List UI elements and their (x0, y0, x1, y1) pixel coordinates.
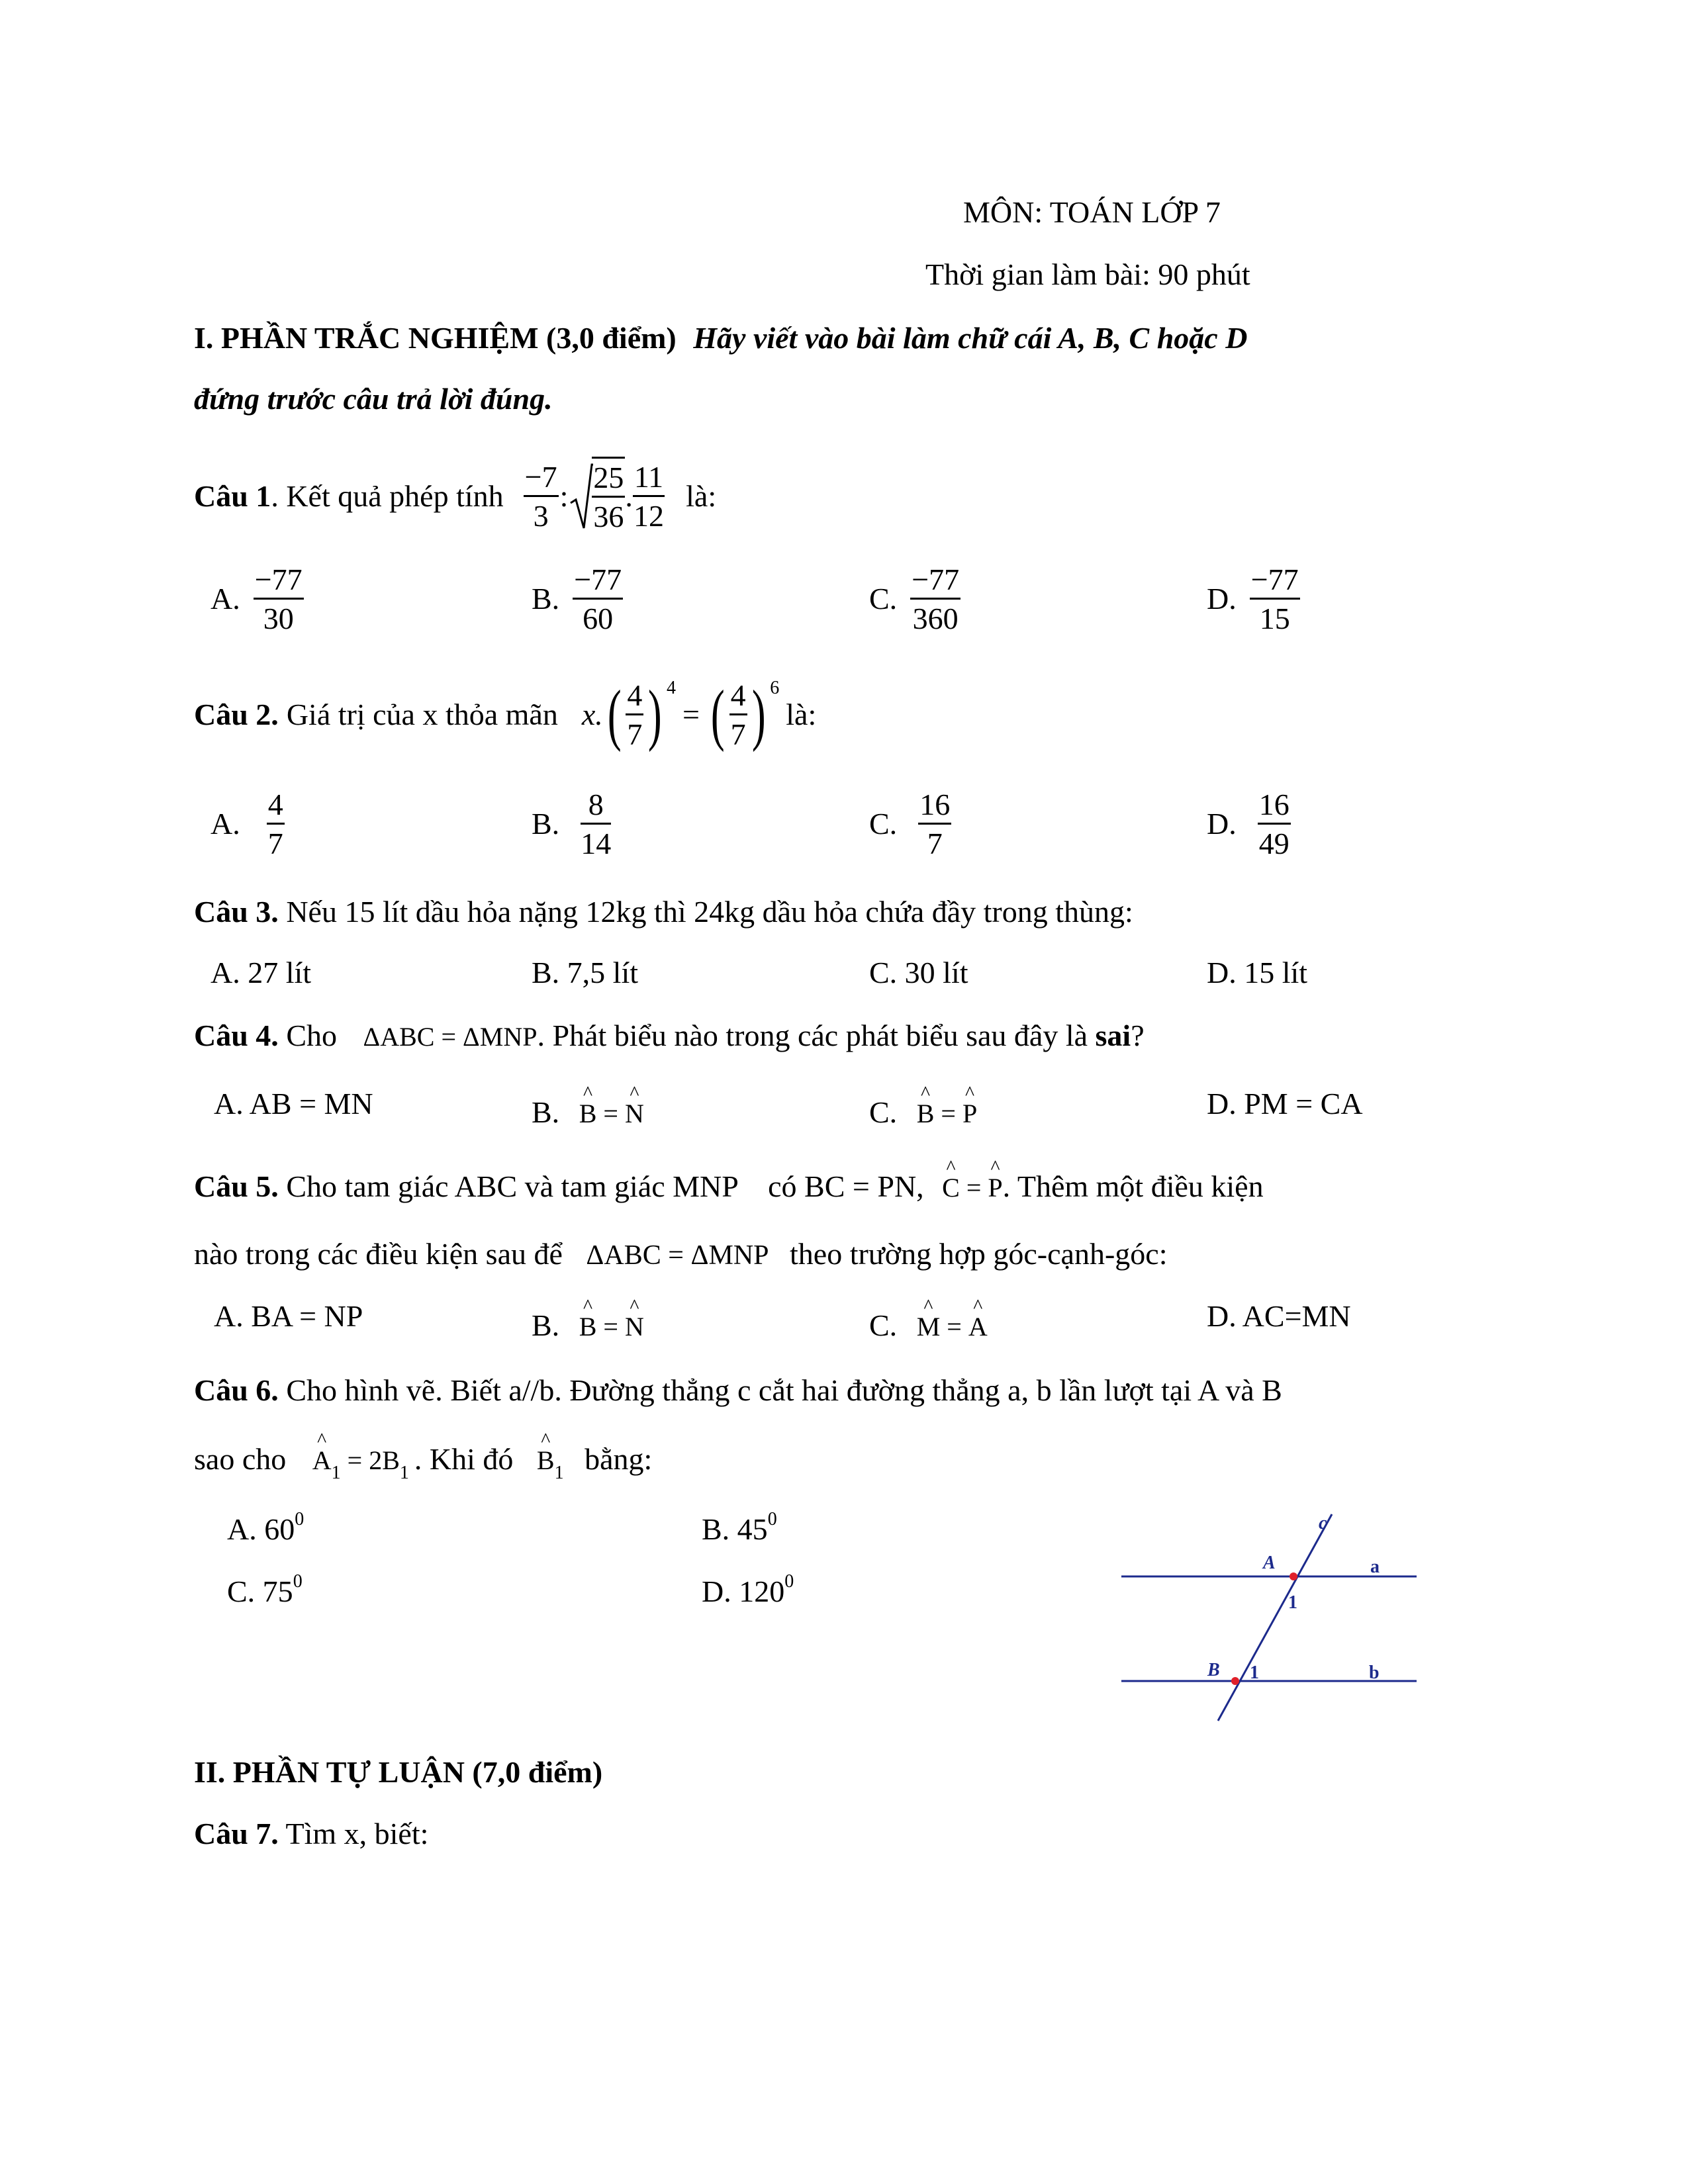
label-1-bottom: 1 (1250, 1662, 1259, 1683)
part1-instruction: Hãy viết vào bài làm chữ cái A, B, C hoặc D (693, 321, 1248, 355)
option-num: −77 (1250, 565, 1300, 600)
q6-label: Câu 6. (194, 1373, 279, 1407)
q4-expr: ΔABC = ΔMNP (363, 1022, 538, 1052)
label-c: c (1319, 1513, 1327, 1533)
q6-option-c[interactable] (227, 1571, 303, 1608)
q1-f1-den: 3 (533, 498, 549, 533)
degree: 0 (293, 1571, 303, 1592)
question-1 (194, 457, 716, 536)
q4-label: Câu 4. (194, 1019, 279, 1052)
part1-instruction-2: đứng trước câu trả lời đúng. (194, 382, 553, 416)
angle-right: ^ P (962, 1101, 977, 1127)
angle-left: ^ B (917, 1101, 935, 1127)
option-den: 49 (1258, 826, 1289, 860)
q5-option-a[interactable]: A. BA = NP (214, 1299, 363, 1333)
q6-line2-before: sao cho (194, 1442, 287, 1476)
q2-option-c[interactable] (869, 781, 951, 867)
q4-text-after: . Phát biểu nào trong các phát biểu sau đây là (537, 1019, 1088, 1052)
sqrt-icon (569, 463, 593, 529)
option-den: 14 (581, 826, 612, 860)
q4-emph: sai (1095, 1019, 1131, 1052)
q3-option-b[interactable]: B. 7,5 lít (532, 956, 639, 989)
option-text: C. 75 (227, 1574, 293, 1608)
q5-text1: Cho tam giác ABC và tam giác MNP có BC = PN, (286, 1169, 924, 1203)
q5-option-d[interactable]: D. AC=MN (1207, 1299, 1351, 1333)
part1-heading: I. PHẦN TRẮC NGHIỆM (3,0 điểm) (194, 321, 677, 355)
label-1-top: 1 (1288, 1592, 1297, 1613)
q1-f2-den: 12 (633, 498, 664, 533)
option-letter: C. (869, 582, 898, 615)
option-den: 7 (267, 826, 283, 860)
sub: 1 (399, 1463, 409, 1483)
q1-root-den: 36 (593, 500, 624, 533)
q1-dot: . (625, 479, 633, 513)
part1-heading-line (194, 323, 1247, 353)
label-A: A (1263, 1553, 1276, 1573)
exam-duration: Thời gian làm bài: 90 phút (925, 257, 1250, 291)
option-letter: C. (869, 1095, 898, 1129)
q6-condition (312, 1445, 409, 1483)
sub: 1 (331, 1463, 341, 1483)
question-3 (194, 897, 1133, 927)
q4-end: ? (1131, 1019, 1145, 1052)
q1-suffix: là: (686, 479, 717, 513)
q1-option-c[interactable] (869, 556, 961, 642)
angle-b: ^ B (537, 1447, 555, 1474)
q6-option-b[interactable] (702, 1509, 777, 1546)
q7-label: Câu 7. (194, 1817, 279, 1850)
option-den: 60 (583, 601, 614, 635)
angle-left: ^ B (579, 1314, 597, 1340)
q2-text: Giá trị của x thỏa mãn (286, 698, 558, 731)
point-b (1231, 1677, 1239, 1685)
q1-text: . Kết quả phép tính (271, 479, 504, 513)
q1-option-d[interactable] (1207, 556, 1300, 642)
option-letter: C. (869, 1308, 898, 1342)
option-letter: A. (211, 582, 240, 615)
option-num: −77 (573, 565, 623, 600)
q7-text: Tìm x, biết: (285, 1817, 429, 1850)
q4-text-before: Cho (286, 1019, 337, 1052)
parallel-lines-figure (1112, 1496, 1443, 1727)
label-a: a (1370, 1557, 1380, 1577)
label-b: b (1369, 1662, 1380, 1683)
question-2 (194, 668, 816, 761)
q4-option-b[interactable]: B. ^ B = ^ N (532, 1097, 644, 1128)
paren-right: ) (751, 676, 766, 752)
q2-option-a[interactable] (211, 781, 285, 867)
q3-label: Câu 3. (194, 895, 279, 929)
point-a (1289, 1572, 1297, 1580)
option-text: D. 120 (702, 1574, 785, 1608)
part2-heading (194, 1757, 602, 1788)
option-text: B. 45 (702, 1512, 768, 1546)
q5-option-c[interactable]: C. ^ M = ^ A (869, 1310, 988, 1341)
option-letter: B. (532, 582, 560, 615)
q1-f1-num: −7 (524, 462, 559, 497)
q2-den-2: 7 (730, 717, 746, 751)
q2-exp-left: 4 (667, 678, 677, 698)
q2-exp-right: 6 (770, 678, 780, 698)
question-5-line2 (194, 1239, 1167, 1269)
option-letter: D. (1207, 807, 1237, 841)
option-den: 360 (912, 601, 959, 635)
paren-left: ( (710, 676, 725, 752)
q2-option-d[interactable] (1207, 781, 1291, 867)
option-num: −77 (910, 565, 961, 600)
q5-text2: . Thêm một điều kiện (1002, 1169, 1264, 1203)
option-letter: C. (869, 807, 898, 841)
degree: 0 (784, 1571, 794, 1592)
q2-option-b[interactable] (532, 781, 611, 867)
q1-op: : (559, 479, 569, 513)
option-letter: D. (1207, 582, 1237, 615)
q5-label: Câu 5. (194, 1169, 279, 1203)
paren-left: ( (607, 676, 622, 752)
q5-option-b[interactable]: B. ^ B = ^ N (532, 1310, 644, 1341)
q6-option-d[interactable] (702, 1571, 794, 1608)
angle-a: ^ A (312, 1447, 332, 1474)
q4-option-d[interactable]: D. PM = CA (1207, 1087, 1363, 1120)
q3-option-c[interactable]: C. 30 lít (869, 956, 968, 989)
q1-option-a[interactable] (211, 556, 304, 642)
q3-text: Nếu 15 lít dầu hỏa nặng 12kg thì 24kg dầu hỏa chứa đầy trong thùng: (286, 895, 1133, 929)
option-letter: B. (532, 1308, 560, 1342)
cond-eq: = 2B (347, 1445, 400, 1475)
q1-expression (524, 461, 665, 532)
q3-option-a[interactable]: A. 27 lít (211, 956, 312, 989)
question-4 (194, 1021, 1145, 1051)
angle-left: ^ B (579, 1101, 597, 1127)
q2-label: Câu 2. (194, 698, 279, 731)
angle-right: ^ N (625, 1314, 644, 1340)
q4-option-c[interactable]: C. ^ B = ^ P (869, 1097, 977, 1128)
option-den: 30 (263, 601, 294, 635)
option-num: 16 (1258, 790, 1291, 825)
q2-den: 7 (627, 717, 643, 751)
question-6-line2 (194, 1442, 653, 1483)
subject-title: MÔN: TOÁN LỚP 7 (963, 195, 1221, 229)
angle-right: ^ N (625, 1101, 644, 1127)
q2-num-2: 4 (729, 680, 747, 715)
angle-right: ^ P (988, 1175, 1002, 1201)
angle-left: ^ C (942, 1175, 960, 1201)
option-letter: B. (532, 807, 560, 841)
question-6 (194, 1375, 1282, 1406)
angle-left: ^ M (917, 1314, 941, 1340)
q1-option-b[interactable] (532, 556, 623, 642)
q4-option-a[interactable]: A. AB = MN (214, 1087, 373, 1120)
q1-f2-num: 11 (633, 462, 665, 497)
degree: 0 (295, 1509, 305, 1529)
q5-line2-before: nào trong các điều kiện sau để (194, 1237, 563, 1271)
part2-heading-text: II. PHẦN TỰ LUẬN (7,0 điểm) (194, 1755, 603, 1789)
q6-ask (536, 1445, 564, 1483)
q1-options (211, 556, 1468, 642)
sub: 1 (554, 1463, 564, 1483)
q6-option-a[interactable] (227, 1509, 305, 1546)
q5-line2-expr: ΔABC = ΔMNP (586, 1240, 769, 1271)
option-den: 7 (927, 826, 943, 860)
q1-root-num: 25 (592, 463, 625, 498)
question-5: Câu 5. Cho tam giác ABC và tam giác MNP có BC = PN, ^ C = ^ P. Thêm một điều kiện (194, 1171, 1264, 1202)
paren-right: ) (648, 676, 663, 752)
option-num: −77 (254, 565, 304, 600)
option-num: 16 (918, 790, 951, 825)
q5-line2-after: theo trường hợp góc-cạnh-góc: (790, 1237, 1168, 1271)
option-num: 4 (267, 790, 285, 825)
q6-line2-after: bằng: (585, 1442, 653, 1476)
q6-line2-mid: . Khi đó (414, 1442, 514, 1476)
q2-suffix: là: (786, 698, 817, 731)
q3-option-d[interactable]: D. 15 lít (1207, 956, 1308, 989)
line-c (1218, 1514, 1332, 1721)
question-7 (194, 1819, 428, 1849)
q2-num: 4 (626, 680, 643, 715)
option-num: 8 (581, 790, 611, 825)
degree: 0 (767, 1509, 777, 1529)
label-B: B (1207, 1660, 1220, 1680)
option-letter: A. (211, 807, 240, 841)
option-den: 15 (1259, 601, 1290, 635)
q2-options (211, 781, 1468, 867)
q1-label: Câu 1 (194, 479, 271, 513)
angle-right: ^ A (968, 1314, 988, 1340)
option-text: A. 60 (227, 1512, 295, 1546)
q2-x: x. (581, 698, 603, 731)
q6-text1: Cho hình vẽ. Biết a//b. Đường thẳng c cắt hai đường thẳng a, b lần lượt tại A và B (286, 1373, 1282, 1407)
q2-eq: = (682, 698, 700, 731)
q2-expression (581, 676, 780, 752)
option-letter: B. (532, 1095, 560, 1129)
